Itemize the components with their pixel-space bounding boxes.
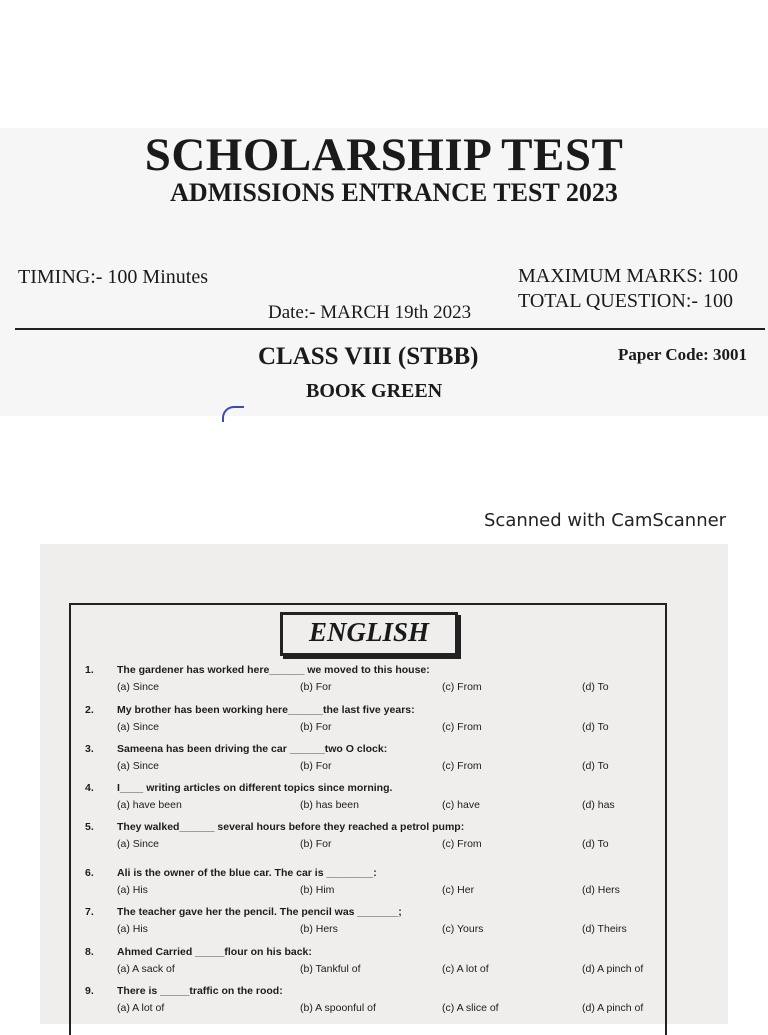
option-a: (a) have been bbox=[117, 799, 182, 811]
question-number: 7. bbox=[85, 906, 94, 918]
option-a: (a) His bbox=[117, 884, 148, 896]
option-c: (c) A lot of bbox=[442, 963, 489, 975]
question-number: 9. bbox=[85, 985, 94, 997]
question-number: 6. bbox=[85, 867, 94, 879]
question-text: The teacher gave her the pencil. The pencil was _______; bbox=[117, 906, 402, 918]
camscanner-watermark: Scanned with CamScanner bbox=[484, 510, 727, 531]
max-marks-text: MAXIMUM MARKS: 100 bbox=[518, 265, 739, 287]
option-c: (c) From bbox=[442, 760, 482, 772]
option-b: (b) A spoonful of bbox=[300, 1002, 376, 1014]
option-b: (b) For bbox=[300, 681, 332, 693]
option-b: (b) has been bbox=[300, 799, 359, 811]
question-number: 3. bbox=[85, 743, 94, 755]
paper-code: Paper Code: 3001 bbox=[618, 345, 748, 364]
option-c: (c) Yours bbox=[442, 923, 484, 935]
divider-line bbox=[15, 328, 765, 330]
question-text: There is _____traffic on the rood: bbox=[117, 985, 283, 997]
option-d: (d) To bbox=[582, 838, 609, 850]
question-text: Ali is the owner of the blue car. The car is ________: bbox=[117, 867, 377, 879]
question-text: I____ writing articles on different topics since morning. bbox=[117, 782, 393, 794]
class-label: CLASS VIII (STBB) bbox=[258, 343, 479, 370]
test-subtitle: ADMISSIONS ENTRANCE TEST 2023 bbox=[170, 178, 618, 207]
question-number: 2. bbox=[85, 704, 94, 716]
question-text: Sameena has been driving the car ______two O clock: bbox=[117, 743, 388, 755]
option-c: (c) From bbox=[442, 681, 482, 693]
book-label: BOOK GREEN bbox=[306, 380, 443, 402]
question-number: 8. bbox=[85, 946, 94, 958]
option-a: (a) His bbox=[117, 923, 148, 935]
question-text: They walked______ several hours before they reached a petrol pump: bbox=[117, 821, 465, 833]
question-text: Ahmed Carried _____flour on his back: bbox=[117, 946, 312, 958]
option-b: (b) For bbox=[300, 721, 332, 733]
option-b: (b) Tankful of bbox=[300, 963, 361, 975]
subject-title: ENGLISH bbox=[308, 617, 430, 647]
option-d: (d) Hers bbox=[582, 884, 620, 896]
option-d: (d) has bbox=[582, 799, 615, 811]
option-a: (a) Since bbox=[117, 838, 160, 850]
option-b: (b) Hers bbox=[300, 923, 338, 935]
test-title: SCHOLARSHIP TEST bbox=[144, 129, 624, 181]
option-c: (c) From bbox=[442, 721, 482, 733]
total-questions-text: TOTAL QUESTION:- 100 bbox=[518, 290, 734, 312]
option-b: (b) For bbox=[300, 838, 332, 850]
option-d: (d) A pinch of bbox=[582, 963, 644, 975]
option-d: (d) To bbox=[582, 681, 609, 693]
option-d: (d) A pinch of bbox=[582, 1002, 644, 1014]
option-a: (a) A sack of bbox=[117, 963, 175, 975]
header-page bbox=[0, 128, 768, 416]
option-b: (b) For bbox=[300, 760, 332, 772]
option-a: (a) Since bbox=[117, 760, 160, 772]
option-b: (b) Him bbox=[300, 884, 335, 896]
date-text: Date:- MARCH 19th 2023 bbox=[268, 302, 472, 323]
option-c: (c) From bbox=[442, 838, 482, 850]
option-d: (d) To bbox=[582, 760, 609, 772]
option-a: (a) Since bbox=[117, 681, 160, 693]
question-text: My brother has been working here______the last five years: bbox=[117, 704, 415, 716]
question-text: The gardener has worked here______ we moved to this house: bbox=[117, 664, 430, 676]
option-a: (a) A lot of bbox=[117, 1002, 165, 1014]
pen-mark bbox=[222, 406, 244, 422]
option-c: (c) have bbox=[442, 799, 480, 811]
option-c: (c) A slice of bbox=[442, 1002, 499, 1014]
option-a: (a) Since bbox=[117, 721, 160, 733]
question-number: 5. bbox=[85, 821, 94, 833]
option-c: (c) Her bbox=[442, 884, 475, 896]
option-d: (d) Theirs bbox=[582, 923, 627, 935]
option-d: (d) To bbox=[582, 721, 609, 733]
timing-text: TIMING:- 100 Minutes bbox=[18, 266, 208, 288]
question-number: 1. bbox=[85, 664, 94, 676]
question-number: 4. bbox=[85, 782, 94, 794]
subject-box bbox=[280, 612, 458, 656]
